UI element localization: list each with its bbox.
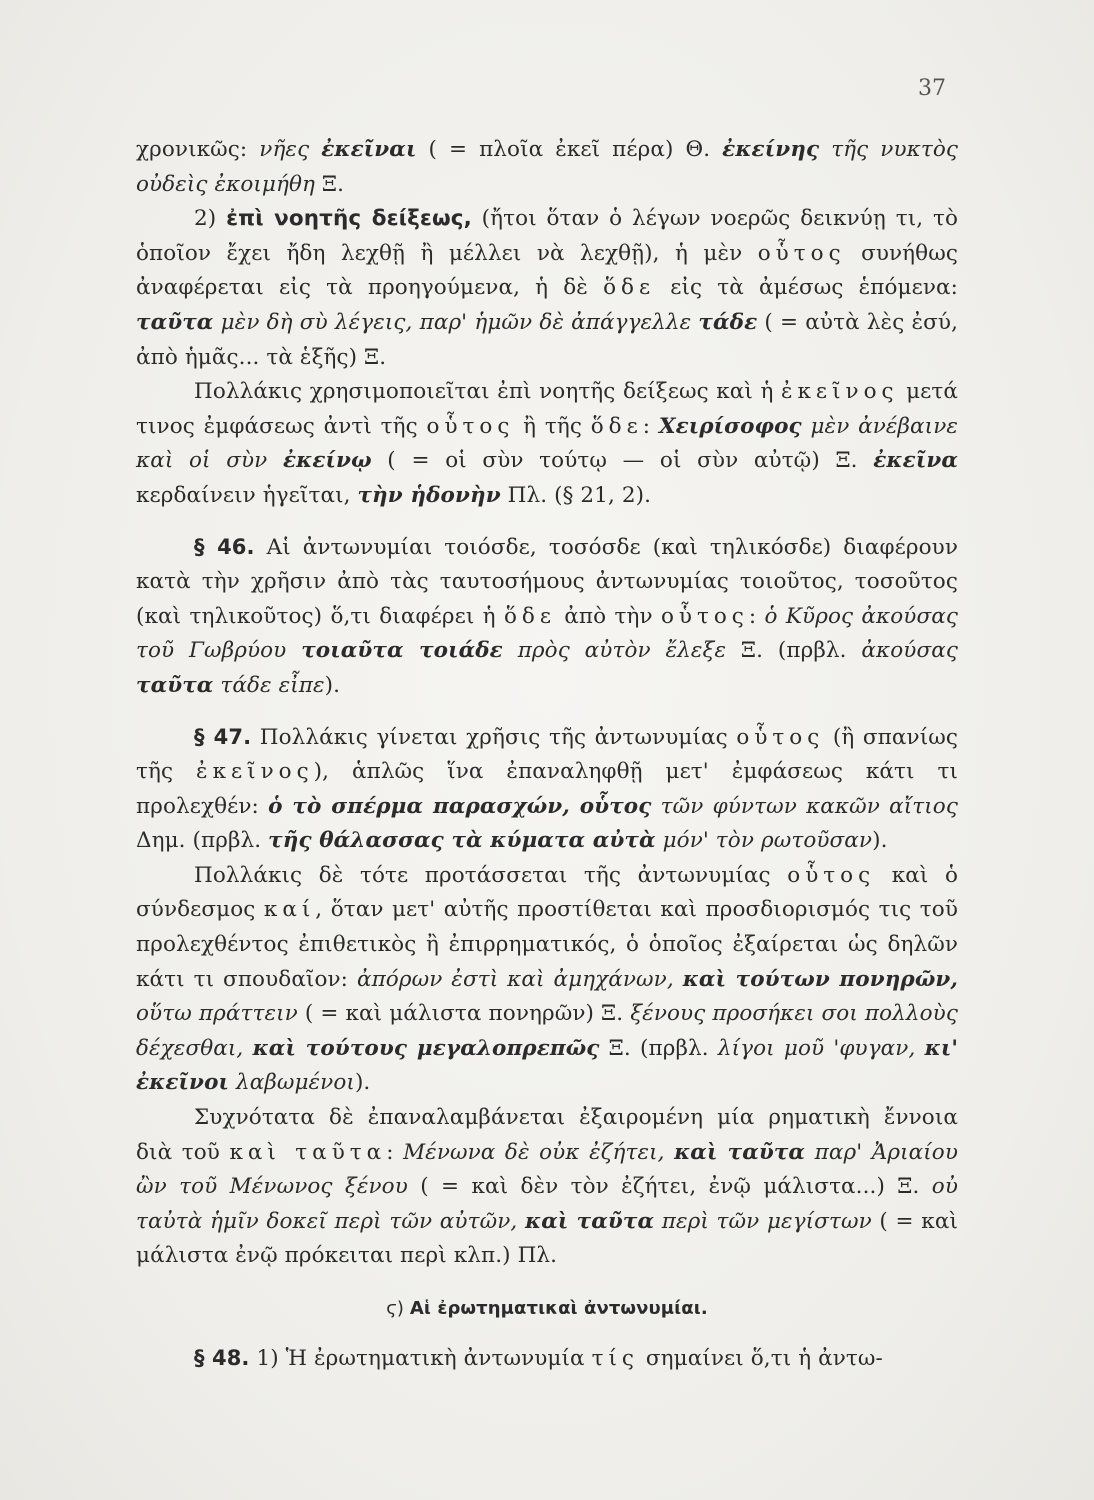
text-run: ἐκεῖνα bbox=[873, 448, 958, 474]
text-run: καὶ ταῦτα bbox=[229, 1139, 387, 1165]
text-run: τίς bbox=[591, 1345, 639, 1371]
text-run: ἐπὶ νοητῆς δείξεως, bbox=[226, 206, 472, 232]
text-run: καὶ τούτων πονηρῶν, bbox=[682, 966, 959, 992]
text-run: κερδαίνειν ἡγεῖται, bbox=[136, 482, 358, 508]
text-run: καί bbox=[263, 897, 316, 923]
text-run: τάδε εἶπε bbox=[220, 672, 325, 698]
text-run: ( = καὶ μάλιστα ἐνῷ πρόκειται περὶ κλπ.) Πλ. bbox=[136, 1208, 958, 1269]
text-run: παρ' Ἀριαίου ὢν τοῦ Μένωνος ξένου bbox=[136, 1139, 958, 1200]
heading-number: ϛ) bbox=[386, 1298, 410, 1319]
section-47 bbox=[136, 720, 958, 859]
text-run: ). bbox=[354, 1070, 371, 1096]
text-run: ( = καὶ δὲν τὸν ἐζήτει, ἐνῷ μάλιστα...) Ξ. bbox=[407, 1174, 932, 1200]
section-48 bbox=[136, 1341, 958, 1377]
text-run: ἢ τῆς bbox=[514, 413, 591, 439]
heading-title: Αἱ ἐρωτηματικαὶ ἀντωνυμίαι. bbox=[409, 1298, 708, 1319]
text-run: ταῦτα bbox=[136, 672, 214, 698]
body-text bbox=[136, 133, 958, 1376]
text-run: καὶ ὁ σύνδεσμος bbox=[136, 862, 958, 923]
text-run: ἐκείνῳ bbox=[283, 448, 372, 474]
paragraph-1 bbox=[136, 133, 958, 202]
text-run: Δημ. (πρβλ. bbox=[136, 828, 269, 854]
paragraph-3 bbox=[136, 375, 958, 513]
text-run: (ἢ σπανίως τῆς bbox=[136, 724, 959, 785]
text-run: Ξ. (πρβλ. bbox=[726, 638, 862, 664]
text-run: μόν' τὸν ρωτοῦσαν bbox=[662, 828, 873, 854]
section-46 bbox=[136, 530, 958, 704]
text-run: συνήθως ἀναφέρεται εἰς τὰ προηγούμενα, ἡ δὲ bbox=[136, 240, 958, 301]
text-run: ἀπὸ τὴν bbox=[555, 603, 661, 629]
text-run: ἐκεῖναι bbox=[321, 137, 417, 162]
text-run: κι' ἐκεῖνοι bbox=[136, 1035, 959, 1096]
paragraph-6 bbox=[136, 1101, 958, 1274]
text-run: οὕτω πράττειν bbox=[136, 1001, 298, 1027]
text-run: : bbox=[642, 413, 659, 439]
text-run: τῆς νυκτὸς οὐδεὶς ἐκοιμήθη bbox=[136, 137, 959, 197]
text-run: Ξ. (πρβλ. bbox=[599, 1035, 718, 1061]
page-number: 37 bbox=[918, 76, 946, 101]
text-run: ξένους προσήκει σοι πολλοὺς δέχεσθαι, bbox=[136, 1001, 958, 1061]
text-run: τῆς θάλασσας τὰ κύματα αὐτὰ bbox=[268, 828, 656, 854]
text-run: ( = οἱ σὺν τούτῳ — οἱ σὺν αὐτῷ) Ξ. bbox=[371, 448, 874, 474]
text-run: Πολλάκις γίνεται χρῆσις τῆς ἀντωνυμίας bbox=[251, 724, 737, 750]
text-run: ὁ Κῦρος ἀκούσας τοῦ Γωβρύου bbox=[136, 603, 959, 664]
text-run: ταῦτα bbox=[136, 309, 214, 335]
text-run: Μένωνα δὲ οὐκ ἐζήτει, bbox=[403, 1139, 665, 1165]
text-run: τῶν φύντων κακῶν αἴτιος bbox=[660, 793, 958, 819]
text-run: ὅδε bbox=[603, 275, 656, 301]
text-run: 1) Ἡ ἐρωτηματικὴ ἀντωνυμία bbox=[249, 1345, 592, 1371]
text-run: Χειρίσοφος bbox=[658, 413, 802, 439]
text-run: ὅδε bbox=[503, 603, 556, 629]
text-run: (ἤτοι ὅταν ὁ λέγων νοερῶς δεικνύῃ τι, τὸ ὁποῖον ἔχει ἤδη λεχθῇ ἢ μέλλει νὰ λεχθῇ), ἡ μὲν bbox=[136, 206, 958, 266]
text-run: ἐκείνης bbox=[722, 137, 820, 162]
text-run: χρονικῶς: bbox=[136, 137, 260, 162]
text-run: μετά τινος ἐμφάσεως ἀντὶ τῆς bbox=[136, 379, 959, 439]
text-run: Ξ. bbox=[315, 171, 345, 197]
text-run: λίγοι μοῦ 'φυγαν, bbox=[717, 1035, 916, 1061]
text-run: πρὸς αὐτὸν ἔλεξε bbox=[517, 638, 727, 664]
text-run: καὶ τούτους μεγαλοπρεπῶς bbox=[252, 1035, 600, 1061]
text-run: τάδε bbox=[698, 309, 758, 335]
text-run: Πολλάκις δὲ τότε προτάσσεται τῆς ἀντωνυμίας bbox=[194, 862, 788, 888]
text-run: ). bbox=[324, 672, 341, 698]
text-run: ἐκεῖνος bbox=[780, 379, 899, 405]
text-run: 2) bbox=[194, 206, 227, 232]
text-run: τοιαῦτα τοιάδε bbox=[301, 638, 503, 664]
text-run: ὅδε bbox=[590, 413, 643, 439]
text-run: περὶ τῶν μεγίστων bbox=[661, 1208, 872, 1234]
text-run: Πολλάκις χρησιμοποιεῖται ἐπὶ νοητῆς δείξεως καὶ ἡ bbox=[194, 379, 781, 405]
section-heading bbox=[136, 1292, 958, 1327]
text-run: ὁ τὸ σπέρμα παρασχών, οὗτος bbox=[268, 793, 652, 819]
text-run: , ὅταν μετ' αὐτῆς προστίθεται καὶ προσδιορισμός τις τοῦ προλεχθέντος ἐπιθετικὸς ἢ ἐπιρρηματικός, ὁ ὁποῖος ἐξαίρεται ὡς δηλῶν κάτι τι σπουδαῖον: bbox=[136, 897, 958, 992]
text-run: ( = πλοῖα ἐκεῖ πέρα) Θ. bbox=[416, 137, 723, 162]
text-run: : bbox=[386, 1139, 404, 1165]
text-run: Αἱ ἀντωνυμίαι τοιόσδε, τοσόσδε (καὶ τηλικόσδε) διαφέρουν κατὰ τὴν χρῆσιν ἀπὸ τὰς ταυτοσήμους ἀντωνυμίας τοιοῦτος, τοσοῦτος (καὶ τηλικοῦτος) ὅ,τι διαφέρει ἡ bbox=[136, 534, 958, 629]
text-run: ), ἁπλῶς ἵνα ἐπαναληφθῇ μετ' ἐμφάσεως κάτι τι προλεχθέν: bbox=[136, 759, 958, 819]
paragraph-2 bbox=[136, 202, 958, 375]
text-run: οὗτος bbox=[787, 862, 876, 888]
text-run: σημαίνει ὅ,τι ἡ ἀντω- bbox=[638, 1345, 883, 1371]
text-run: οὗτος bbox=[757, 240, 846, 266]
text-run: ἐκεῖνος bbox=[196, 759, 314, 785]
text-run: οὗτος bbox=[426, 413, 515, 439]
text-run: ). bbox=[872, 828, 888, 854]
text-run: Συχνότατα δὲ ἐπαναλαμβάνεται ἐξαιρομένη μία ρηματικὴ ἔννοια διὰ τοῦ bbox=[136, 1105, 958, 1165]
paragraph-5 bbox=[136, 859, 958, 1101]
text-run: : bbox=[748, 603, 765, 629]
text-run: νῆες bbox=[259, 137, 310, 162]
text-run: ( = αὐτὰ λὲς ἐσύ, ἀπὸ ἡμᾶς... τὰ ἑξῆς) Ξ. bbox=[136, 309, 959, 370]
text-run: οὗτος bbox=[736, 724, 825, 750]
text-run: εἰς τὰ ἀμέσως ἑπόμενα: bbox=[655, 275, 958, 301]
text-run: ( = καὶ μάλιστα πονηρῶν) Ξ. bbox=[297, 1001, 631, 1027]
section-number: § 48. bbox=[194, 1345, 250, 1370]
text-run: οὐ ταὐτὰ ἡμῖν δοκεῖ περὶ τῶν αὐτῶν, bbox=[136, 1174, 958, 1234]
text-run: καὶ ταῦτα bbox=[524, 1208, 655, 1234]
text-run: καὶ ταῦτα bbox=[674, 1139, 806, 1165]
text-run: ἀπόρων ἐστὶ καὶ ἀμηχάνων, bbox=[356, 966, 674, 992]
text-run: οὗτος bbox=[660, 603, 749, 629]
section-number: § 46. bbox=[194, 534, 255, 559]
section-number: § 47. bbox=[194, 724, 252, 749]
text-run: Πλ. (§ 21, 2). bbox=[500, 482, 652, 508]
text-run: ἀκούσας bbox=[861, 638, 958, 664]
text-run: τὴν ἡδονὴν bbox=[357, 482, 501, 508]
text-run: μὲν δὴ σὺ λέγεις, παρ' ἡμῶν δὲ ἀπάγγελλε bbox=[220, 309, 692, 335]
text-run: λαβωμένοι bbox=[235, 1070, 355, 1096]
text-run: μὲν ἀνέβαινε καὶ οἱ σὺν bbox=[136, 413, 959, 474]
